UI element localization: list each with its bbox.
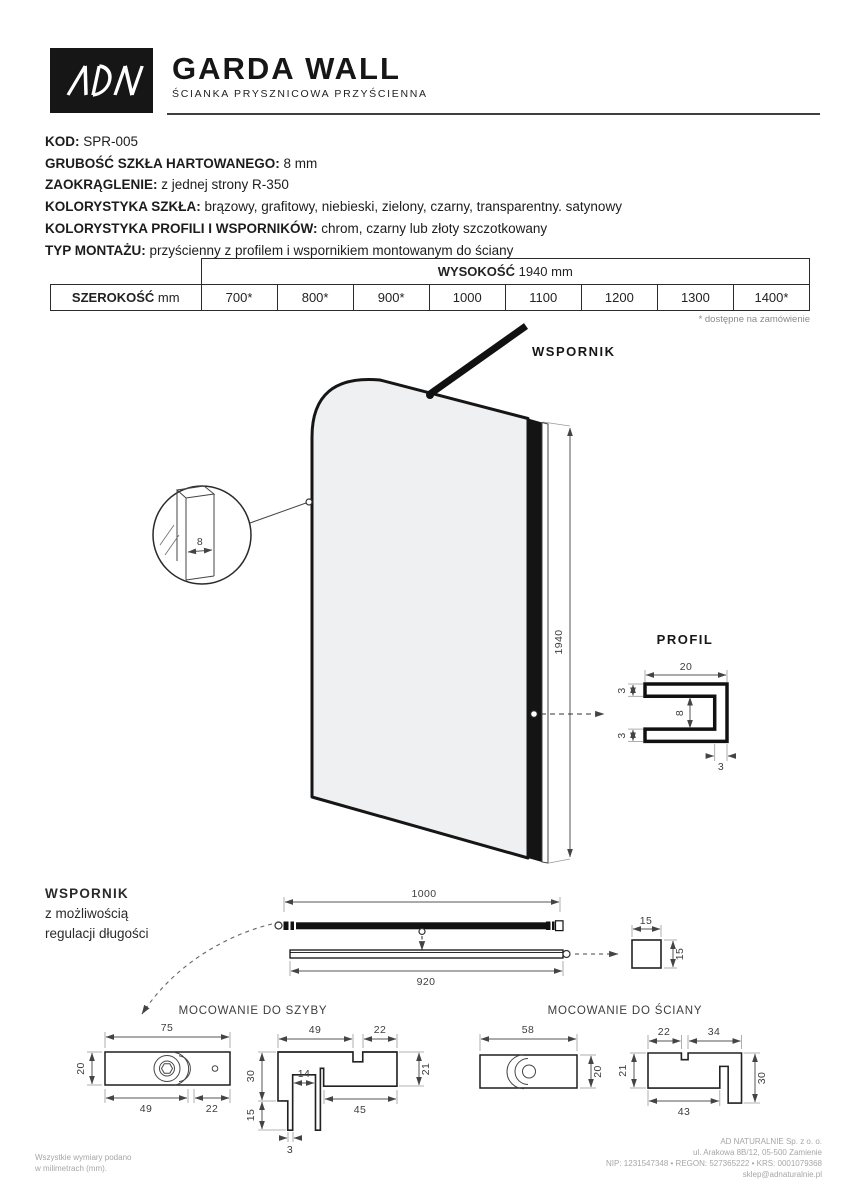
spec-row-typ-montazu: TYP MONTAŻU: przyścienny z profilem i wspornikiem montowanym do ściany <box>45 242 514 258</box>
support-cross-section <box>632 915 686 968</box>
support-sub1: z możliwością <box>45 906 129 921</box>
profil-side-dim: 3 <box>717 761 725 773</box>
plate-height-dim: 20 <box>75 1062 87 1075</box>
table-cell-width: 700* <box>201 285 277 311</box>
profil-gap-dim: 8 <box>674 709 686 717</box>
support-to-mount-leader <box>142 924 272 1014</box>
square-width-dim: 15 <box>639 915 653 927</box>
bracket-shape <box>648 1053 742 1103</box>
wall-mount-plate <box>480 1024 604 1089</box>
profil-title: PROFIL <box>656 632 714 647</box>
page-title: GARDA WALL <box>172 51 401 86</box>
footer-note: Wszystkie wymiary podano w milimetrach (mm). <box>35 1153 132 1173</box>
wall-mount-bracket <box>617 1026 768 1118</box>
wall-profile-strip <box>528 419 542 863</box>
support-bar-max <box>275 888 563 931</box>
support-section-text <box>45 884 149 944</box>
spec-row-kolor-szkla: KOLORYSTYKA SZKŁA: brązowy, grafitowy, niebieski, zielony, czarny, transparentny. satynowy <box>45 199 622 215</box>
support-adjust-arrow <box>419 929 425 951</box>
support-bar-joint <box>426 391 434 399</box>
profil-top-flange-dim: 3 <box>616 687 628 694</box>
spec-row-zaokraglenie: ZAOKRĄGLENIE: z jednej strony R-350 <box>45 177 289 193</box>
profil-bottom-flange-dim: 3 <box>616 732 628 739</box>
support-sub2: regulacji długości <box>45 926 149 941</box>
clamp-l15-dim: 15 <box>245 1108 257 1122</box>
plate-b49-dim: 49 <box>139 1103 153 1115</box>
clamp-shape <box>278 1052 397 1130</box>
glass-mount-plate <box>75 1022 230 1115</box>
spec-row-kod: KOD: SPR-005 <box>45 134 139 149</box>
support-title: WSPORNIK <box>45 886 129 901</box>
profil-shape <box>645 684 727 741</box>
company-address: ul. Arakowa 8B/12, 05-500 Zamienie <box>693 1148 822 1157</box>
table-cell-width: 1300 <box>657 285 733 311</box>
spec-row-grubosc: GRUBOŚĆ SZKŁA HARTOWANEGO: 8 mm <box>45 155 318 171</box>
table-cell-width: 800* <box>277 285 353 311</box>
profil-detail <box>616 632 736 773</box>
table-cell-width: 1200 <box>581 285 657 311</box>
spec-row-kolor-profili: KOLORYSTYKA PROFILI I WSPORNIKÓW: chrom, czarny lub złoty szczotkowany <box>45 220 548 236</box>
bracket-t22-dim: 22 <box>657 1026 671 1038</box>
plate-b22-dim: 22 <box>205 1103 219 1115</box>
clamp-t22-dim: 22 <box>373 1024 387 1036</box>
bracket-t34-dim: 34 <box>707 1026 721 1038</box>
clamp-b3-dim: 3 <box>286 1144 294 1156</box>
clamp-b45-dim: 45 <box>353 1104 367 1116</box>
table-cell-width-label: SZEROKOŚĆ mm <box>51 285 202 311</box>
glass-thickness-detail <box>153 486 312 584</box>
clamp-t49-dim: 49 <box>308 1024 322 1036</box>
bracket-b43-dim: 43 <box>677 1106 691 1118</box>
detail-circle <box>153 486 251 584</box>
glass-panel <box>312 379 528 858</box>
table-cell-width: 900* <box>353 285 429 311</box>
page-subtitle: ŚCIANKA PRYSZNICOWA PRZYŚCIENNA <box>172 88 428 100</box>
support-bar-min <box>290 950 618 988</box>
company-email: sklep@adnaturalnie.pl <box>742 1170 822 1179</box>
support-bar <box>430 326 526 394</box>
company-ids: NIP: 1231547348 • REGON: 527365222 • KRS: 0001079368 <box>606 1159 822 1168</box>
glass-mount-clamp <box>245 1024 432 1156</box>
company-name: AD NATURALNIE Sp. z o. o. <box>720 1137 822 1146</box>
wall-plate-width-dim: 58 <box>521 1024 535 1036</box>
bracket-r30-dim: 30 <box>756 1071 768 1085</box>
support-min-dim: 920 <box>416 976 436 988</box>
clamp-l30-dim: 30 <box>245 1069 257 1083</box>
table-cell-width: 1000 <box>429 285 505 311</box>
table-cell-height: WYSOKOŚĆ 1940 mm <box>201 259 810 285</box>
clamp-r21-dim: 21 <box>420 1062 432 1076</box>
table-footnote: * dostępne na zamówienie <box>698 314 810 325</box>
support-max-dim: 1000 <box>411 888 437 900</box>
wall-mount-title: MOCOWANIE DO ŚCIANY <box>547 1005 703 1017</box>
wall-profile-side <box>542 423 548 864</box>
table-cell-width: 1100 <box>505 285 581 311</box>
table-cell-width: 1400* <box>733 285 809 311</box>
wspornik-callout-label: WSPORNIK <box>532 344 616 359</box>
plate-width-dim: 75 <box>160 1022 174 1034</box>
wall-plate-height-dim: 20 <box>592 1065 604 1078</box>
glass-thickness-dim: 8 <box>196 536 204 548</box>
clamp-g14-dim: 14 <box>297 1068 311 1080</box>
panel-height-dim: 1940 <box>553 629 565 655</box>
footer-company <box>606 1136 822 1180</box>
square-height-dim: 15 <box>674 947 686 961</box>
glass-mount-title: MOCOWANIE DO SZYBY <box>178 1005 328 1017</box>
bracket-l21-dim: 21 <box>617 1064 629 1077</box>
profil-width-dim: 20 <box>679 661 693 673</box>
